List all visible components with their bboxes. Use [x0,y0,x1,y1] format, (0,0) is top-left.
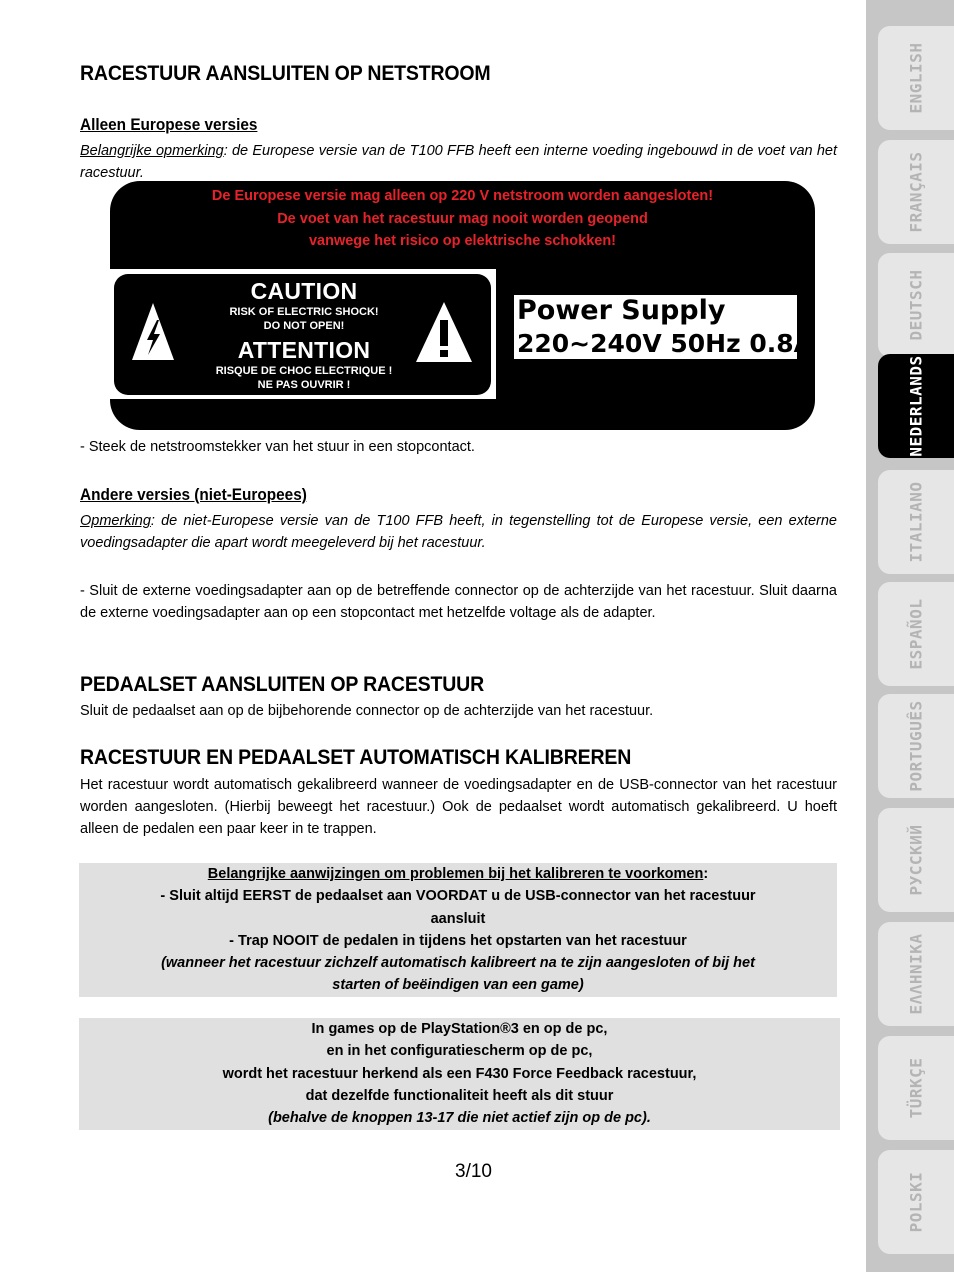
subheading-other-versions: Andere versies (niet-Europees) [80,486,307,504]
attention-risque: RISQUE DE CHOC ELECTRIQUE ! [215,365,393,377]
calibration-notice-box [79,863,837,997]
attention-ne-pas-ouvrir: NE PAS OUVRIR ! [257,379,351,391]
notice-line: starten of beëindigen van een game) [332,977,584,994]
notice-line: dat dezelfde functionaliteit heeft als dit stuur [305,1087,614,1104]
language-tab-label: ΕΛΛΗΝΙΚΑ [906,933,926,1015]
language-tab-label: NEDERLANDS [906,355,926,457]
other-note-text: : de niet-Europese versie van de T100 FFB heeft, in tegenstelling tot de Europese versie, een externe voedingsadapter die apart wordt meegeleverd bij het racestuur. [80,513,837,551]
language-tab-deutsch[interactable] [878,253,954,357]
language-tab-nederlands[interactable] [878,354,954,458]
notice-heading [79,863,837,885]
caution-label-inner [114,274,491,395]
language-tab-polski[interactable] [878,1150,954,1254]
section-title-power: RACESTUUR AANSLUITEN OP NETSTROOM [80,62,491,85]
notice-line: wordt het racestuur herkend als een F430 Force Feedback racestuur, [222,1065,697,1082]
notice-line: (wanneer het racestuur zichzelf automatisch kalibreert na te zijn aangesloten of bij het [161,955,755,972]
warning-line: De Europese versie mag alleen op 220 V netstroom worden aangesloten! [211,188,714,204]
eu-instruction: - Steek de netstroomstekker van het stuur in een stopcontact. [80,439,475,455]
language-tab-label: ITALIANO [906,481,926,563]
language-tab-francais[interactable] [878,140,954,244]
notice-heading-text: Belangrijke aanwijzingen om problemen bij het kalibreren te voorkomen [207,866,704,882]
warning-panel [110,181,815,430]
page-number: 3/10 [455,1161,492,1182]
notice-line: aansluit [430,910,486,927]
exclamation-warning-icon [414,300,474,366]
compatibility-notice-box [79,1018,840,1130]
other-instruction: - Sluit de externe voedingsadapter aan op de betreffende connector op de achterzijde van het racestuur. Sluit daarna de externe voedingsadapter aan op een stopcontact met hetzelfde voltage als de adapter. [80,583,837,621]
caution-label-text [184,280,424,392]
warning-text [110,185,815,253]
eu-note-text: : de Europese versie van de T100 FFB heeft een interne voeding ingebouwd in de voet van het racestuur. [80,143,838,181]
notice-line: en in het configuratiescherm op de pc, [326,1043,593,1060]
language-tab-label: ENGLISH [906,42,926,114]
notice-line: - Trap NOOIT de pedalen in tijdens het opstarten van het racestuur [229,932,687,949]
language-tab-portugues[interactable] [878,694,954,798]
electric-shock-warning-icon [130,300,176,364]
language-tab-russian[interactable] [878,808,954,912]
other-note [80,510,837,554]
notice-line: In games op de PlayStation®3 en op de pc, [311,1021,608,1037]
language-tab-bar [866,0,954,1272]
language-tab-label: TÜRKÇE [906,1057,926,1119]
power-supply-rating: 220~240V 50Hz 0.8A [517,329,813,358]
section-title-calibration: RACESTUUR EN PEDAALSET AUTOMATISCH KALIBREREN [80,746,632,769]
warning-line: vanwege het risico op elektrische schokken! [308,233,617,249]
language-tab-label: FRANÇAIS [906,151,926,233]
warning-line: De voet van het racestuur mag nooit worden geopend [277,210,648,227]
notice-heading-colon: : [703,866,709,882]
language-tab-label: PORTUGUÊS [906,700,926,792]
caution-do-not-open: DO NOT OPEN! [263,320,345,332]
language-tab-label: DEUTSCH [906,269,926,341]
calibration-text: Het racestuur wordt automatisch gekalibreerd wanneer de voedingsadapter en de USB-connector van het racestuur worden aangesloten. (Hierbij beweegt het racestuur.) Ook de pedaalset wordt automatisch gekalibreerd. U hoeft alleen de pedalen een paar keer in te trappen. [80,777,837,837]
eu-note-label: Belangrijke opmerking [80,143,224,159]
language-tab-turkce[interactable] [878,1036,954,1140]
notice-line: (behalve de knoppen 13-17 die niet actief zijn op de pc). [268,1110,651,1127]
language-tab-italiano[interactable] [878,470,954,574]
subheading-eu-versions: Alleen Europese versies [80,116,258,134]
language-tab-label: ESPAÑOL [906,598,926,670]
section-title-pedals: PEDAALSET AANSLUITEN OP RACESTUUR [80,673,485,696]
attention-heading: ATTENTION [237,337,371,363]
power-supply-label [514,295,813,359]
language-tab-label: РУССКИЙ [906,824,926,896]
language-tab-english[interactable] [878,26,954,130]
language-tab-espanol[interactable] [878,582,954,686]
language-tab-label: POLSKI [906,1171,926,1233]
notice-line: - Sluit altijd EERST de pedaalset aan VOORDAT u de USB-connector van het racestuur [160,888,756,905]
caution-heading: CAUTION [250,278,358,304]
caution-risk: RISK OF ELECTRIC SHOCK! [229,306,379,318]
pedals-text: Sluit de pedaalset aan op de bijbehorende connector op de achterzijde van het racestuur. [80,703,654,719]
power-supply-title: Power Supply [517,295,726,326]
language-tab-greek[interactable] [878,922,954,1026]
eu-note [80,140,837,184]
caution-label [110,269,496,399]
other-note-label: Opmerking [80,513,151,529]
